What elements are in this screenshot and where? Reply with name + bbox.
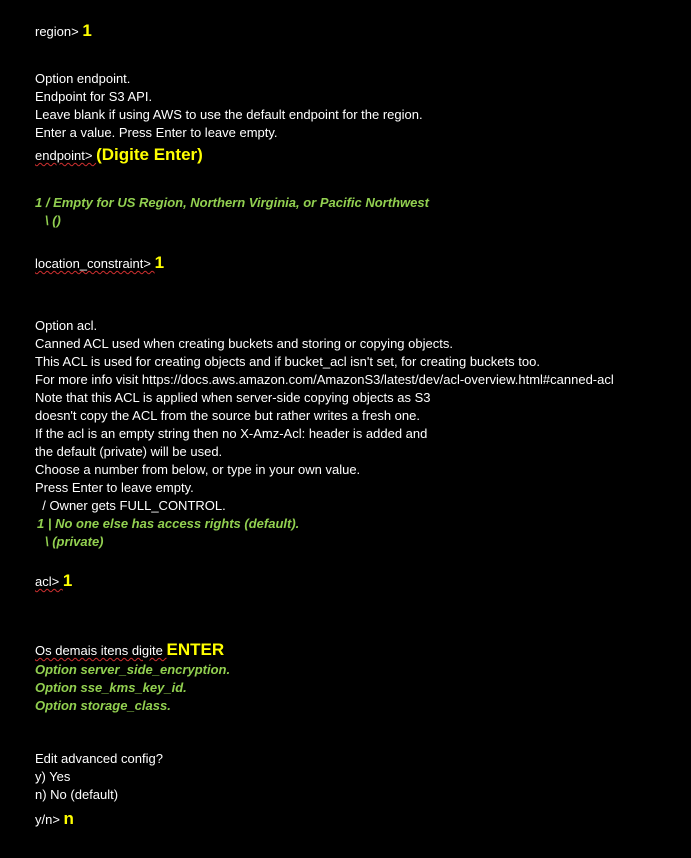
- advanced-no: n) No (default): [35, 787, 119, 802]
- region-answer: 1: [82, 21, 92, 40]
- acl-desc-line: Press Enter to leave empty.: [35, 480, 194, 495]
- endpoint-desc-1: Endpoint for S3 API.: [35, 89, 153, 104]
- advanced-prompt: y/n>: [35, 812, 64, 827]
- others-text: Os demais itens digite: [35, 643, 167, 658]
- acl-choice-value: \ (private): [45, 534, 104, 549]
- advanced-answer: n: [63, 809, 74, 828]
- advanced-line: [35, 810, 74, 829]
- advanced-yes: y) Yes: [35, 769, 71, 784]
- location-choice-line: 1 / Empty for US Region, Northern Virginia, or Pacific Northwest: [35, 195, 429, 210]
- advanced-question: Edit advanced config?: [35, 751, 163, 766]
- endpoint-desc-2: Leave blank if using AWS to use the default endpoint for the region.: [35, 107, 423, 122]
- acl-desc-line: Choose a number from below, or type in your own value.: [35, 462, 361, 477]
- others-line: [35, 641, 224, 660]
- acl-choice-line: 1 | No one else has access rights (default).: [37, 516, 300, 531]
- others-item: Option sse_kms_key_id.: [35, 680, 187, 695]
- location-prompt: location_constraint>: [35, 256, 155, 271]
- region-prompt: region>: [35, 24, 83, 39]
- acl-option: Option acl.: [35, 318, 98, 333]
- acl-desc-line: For more info visit https://docs.aws.amazon.com/AmazonS3/latest/dev/acl-overview.html#canned-acl: [35, 372, 614, 387]
- acl-line: [35, 572, 72, 591]
- acl-prompt: acl>: [35, 574, 63, 589]
- acl-desc-line: doesn't copy the ACL from the source but rather writes a fresh one.: [35, 408, 420, 423]
- others-item: Option server_side_encryption.: [35, 662, 231, 677]
- acl-desc-line: This ACL is used for creating objects and if bucket_acl isn't set, for creating buckets too.: [35, 354, 540, 369]
- acl-desc-line: the default (private) will be used.: [35, 444, 223, 459]
- location-line: [35, 254, 164, 273]
- others-item: Option storage_class.: [35, 698, 171, 713]
- endpoint-option: Option endpoint.: [35, 71, 131, 86]
- acl-desc-line: Canned ACL used when creating buckets and storing or copying objects.: [35, 336, 453, 351]
- acl-owner-line: / Owner gets FULL_CONTROL.: [35, 498, 226, 513]
- others-answer: ENTER: [166, 640, 225, 659]
- endpoint-answer: (Digite Enter): [96, 145, 203, 164]
- location-answer: 1: [154, 253, 165, 272]
- region-line: [35, 22, 92, 41]
- location-choice-value: \ (): [45, 213, 61, 228]
- acl-desc-line: Note that this ACL is applied when server-side copying objects as S3: [35, 390, 431, 405]
- acl-desc-line: If the acl is an empty string then no X-Amz-Acl: header is added and: [35, 426, 428, 441]
- endpoint-desc-3: Enter a value. Press Enter to leave empty.: [35, 125, 278, 140]
- endpoint-prompt: endpoint>: [35, 148, 97, 163]
- acl-answer: 1: [62, 571, 73, 590]
- endpoint-line: [35, 146, 203, 165]
